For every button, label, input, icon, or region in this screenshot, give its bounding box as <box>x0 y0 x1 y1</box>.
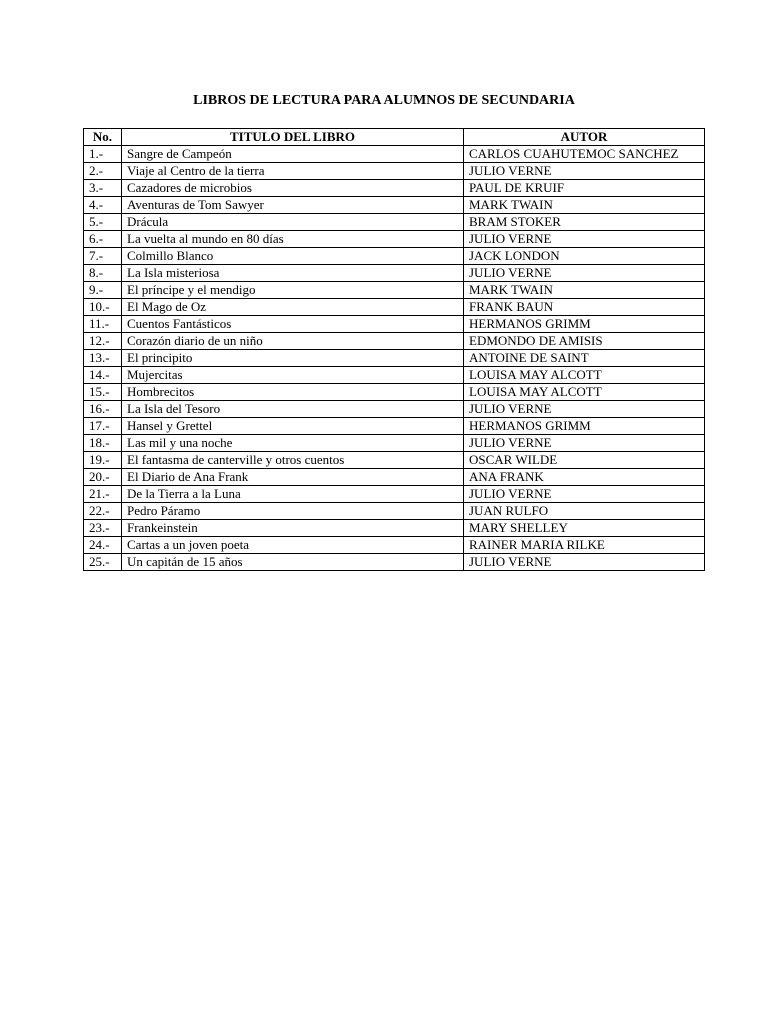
row-author: JULIO VERNE <box>464 401 705 418</box>
row-number: 14.- <box>84 367 122 384</box>
row-book-title: Cartas a un joven poeta <box>122 537 464 554</box>
row-book-title: Drácula <box>122 214 464 231</box>
row-book-title: La Isla misteriosa <box>122 265 464 282</box>
row-number: 13.- <box>84 350 122 367</box>
row-author: BRAM STOKER <box>464 214 705 231</box>
table-row <box>84 350 705 367</box>
table-row <box>84 299 705 316</box>
row-author: JUAN RULFO <box>464 503 705 520</box>
row-number: 25.- <box>84 554 122 571</box>
header-number: No. <box>84 129 122 146</box>
row-number: 11.- <box>84 316 122 333</box>
table-row <box>84 520 705 537</box>
row-author: LOUISA MAY ALCOTT <box>464 367 705 384</box>
table-body <box>84 146 705 571</box>
row-number: 1.- <box>84 146 122 163</box>
row-author: JULIO VERNE <box>464 231 705 248</box>
header-book-title: TITULO DEL LIBRO <box>122 129 464 146</box>
table-row <box>84 248 705 265</box>
table-row <box>84 401 705 418</box>
row-book-title: Pedro Páramo <box>122 503 464 520</box>
table-row <box>84 180 705 197</box>
row-book-title: Las mil y una noche <box>122 435 464 452</box>
row-author: JULIO VERNE <box>464 265 705 282</box>
row-number: 22.- <box>84 503 122 520</box>
row-number: 23.- <box>84 520 122 537</box>
row-book-title: El principito <box>122 350 464 367</box>
row-book-title: Corazón diario de un niño <box>122 333 464 350</box>
row-number: 6.- <box>84 231 122 248</box>
table-row <box>84 486 705 503</box>
row-number: 10.- <box>84 299 122 316</box>
row-book-title: Mujercitas <box>122 367 464 384</box>
books-table <box>83 128 705 571</box>
row-book-title: Viaje al Centro de la tierra <box>122 163 464 180</box>
row-author: PAUL DE KRUIF <box>464 180 705 197</box>
row-number: 5.- <box>84 214 122 231</box>
row-number: 2.- <box>84 163 122 180</box>
row-number: 17.- <box>84 418 122 435</box>
row-number: 3.- <box>84 180 122 197</box>
row-author: CARLOS CUAHUTEMOC SANCHEZ <box>464 146 705 163</box>
row-book-title: La vuelta al mundo en 80 días <box>122 231 464 248</box>
row-author: LOUISA MAY ALCOTT <box>464 384 705 401</box>
row-book-title: El fantasma de canterville y otros cuentos <box>122 452 464 469</box>
table-row <box>84 469 705 486</box>
row-number: 19.- <box>84 452 122 469</box>
document-title: LIBROS DE LECTURA PARA ALUMNOS DE SECUNDARIA <box>193 93 575 108</box>
table-header-row <box>84 129 705 146</box>
row-author: JULIO VERNE <box>464 435 705 452</box>
row-book-title: El Diario de Ana Frank <box>122 469 464 486</box>
table-row <box>84 554 705 571</box>
row-author: ANA FRANK <box>464 469 705 486</box>
row-number: 20.- <box>84 469 122 486</box>
row-book-title: Cazadores de microbios <box>122 180 464 197</box>
row-book-title: La Isla del Tesoro <box>122 401 464 418</box>
row-author: HERMANOS GRIMM <box>464 418 705 435</box>
row-number: 15.- <box>84 384 122 401</box>
row-author: JULIO VERNE <box>464 486 705 503</box>
row-book-title: El Mago de Oz <box>122 299 464 316</box>
row-book-title: Hombrecitos <box>122 384 464 401</box>
row-book-title: De la Tierra a la Luna <box>122 486 464 503</box>
table-row <box>84 503 705 520</box>
table-row <box>84 316 705 333</box>
table-row <box>84 452 705 469</box>
row-author: OSCAR WILDE <box>464 452 705 469</box>
row-number: 24.- <box>84 537 122 554</box>
row-book-title: Cuentos Fantásticos <box>122 316 464 333</box>
row-book-title: Colmillo Blanco <box>122 248 464 265</box>
table-row <box>84 265 705 282</box>
row-number: 18.- <box>84 435 122 452</box>
row-author: RAINER MARIA RILKE <box>464 537 705 554</box>
row-author: EDMONDO DE AMISIS <box>464 333 705 350</box>
row-author: JULIO VERNE <box>464 554 705 571</box>
table-row <box>84 435 705 452</box>
table-row <box>84 282 705 299</box>
row-number: 7.- <box>84 248 122 265</box>
row-book-title: Frankeinstein <box>122 520 464 537</box>
table-row <box>84 231 705 248</box>
row-author: JULIO VERNE <box>464 163 705 180</box>
row-author: MARY SHELLEY <box>464 520 705 537</box>
table-row <box>84 384 705 401</box>
table-row <box>84 418 705 435</box>
row-number: 4.- <box>84 197 122 214</box>
row-author: MARK TWAIN <box>464 197 705 214</box>
row-author: ANTOINE DE SAINT <box>464 350 705 367</box>
row-author: HERMANOS GRIMM <box>464 316 705 333</box>
table-row <box>84 537 705 554</box>
row-number: 21.- <box>84 486 122 503</box>
row-number: 16.- <box>84 401 122 418</box>
table-row <box>84 163 705 180</box>
table-row <box>84 146 705 163</box>
row-book-title: Aventuras de Tom Sawyer <box>122 197 464 214</box>
row-number: 12.- <box>84 333 122 350</box>
row-book-title: Hansel y Grettel <box>122 418 464 435</box>
row-book-title: El príncipe y el mendigo <box>122 282 464 299</box>
row-book-title: Un capitán de 15 años <box>122 554 464 571</box>
row-author: JACK LONDON <box>464 248 705 265</box>
table-row <box>84 197 705 214</box>
row-number: 8.- <box>84 265 122 282</box>
row-book-title: Sangre de Campeón <box>122 146 464 163</box>
table-row <box>84 367 705 384</box>
row-author: FRANK BAUN <box>464 299 705 316</box>
row-number: 9.- <box>84 282 122 299</box>
row-author: MARK TWAIN <box>464 282 705 299</box>
header-author: AUTOR <box>464 129 705 146</box>
table-row <box>84 214 705 231</box>
table-row <box>84 333 705 350</box>
